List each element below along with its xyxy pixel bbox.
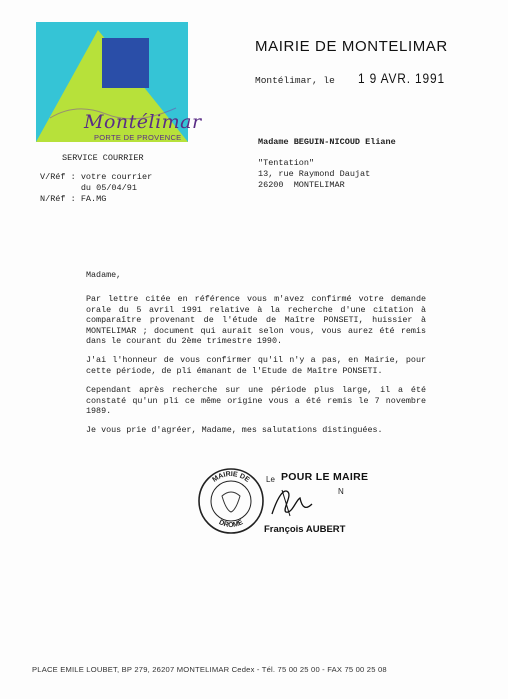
handwritten-signature	[268, 486, 318, 520]
addressee-block	[258, 137, 396, 191]
city-logo	[36, 22, 202, 142]
paragraph-4: Je vous prie d'agréer, Madame, mes salutations distinguées.	[86, 425, 383, 436]
vref-label: V/Réf :	[40, 172, 76, 182]
addressee-line2: 13, rue Raymond Daujat	[258, 169, 371, 179]
paragraph-1: Par lettre citée en référence vous m'avez confirmé votre demande orale du 5 avril 1991 relative à la recherche d'une citation à comparaître provenant de l'étude de Maître PONSETI, huissier à MONTELIMAR ; document qui aurait selon vous, vous aurez été remis dans le courant du 2ème trimestre 1990.	[86, 294, 426, 347]
signature-pour-le-maire: POUR LE MAIRE	[281, 471, 369, 483]
signatory-name: François AUBERT	[264, 524, 346, 535]
paragraph-3: Cependant après recherche sur une période plus large, il a été constaté qu'un pli ce même origine vous a été remis le 7 novembre 1989.	[86, 385, 426, 417]
letterhead-title: MAIRIE DE MONTELIMAR	[255, 38, 448, 55]
service-label: SERVICE COURRIER	[62, 153, 144, 163]
paragraph-2: J'ai l'honneur de vous confirmer qu'il n'y a pas, en Mairie, pour cette période, de pli émanant de l'Etude de Maître PONSETI.	[86, 355, 426, 376]
vref-line2: du 05/04/91	[80, 183, 137, 193]
letter-body	[86, 270, 426, 445]
seal-bottom-text: DROME	[217, 519, 245, 530]
signature-n: N	[338, 487, 344, 496]
seal-top-text: MAIRIE DE	[211, 470, 251, 484]
addressee-line3: 26200 MONTELIMAR	[258, 180, 345, 190]
addressee-line1: "Tentation"	[258, 158, 315, 168]
svg-text:DROME	[218, 519, 245, 529]
vref-line1: votre courrier	[80, 172, 153, 182]
logo-subtitle: PORTE DE PROVENCE	[94, 133, 182, 142]
nref-label: N/Réf :	[40, 194, 76, 204]
date-place: Montélimar, le	[255, 75, 335, 86]
signature-le: Le	[266, 475, 275, 484]
logo-script-text: Montélimar	[84, 111, 202, 133]
official-seal	[196, 466, 266, 536]
letterhead-footer: PLACE EMILE LOUBET, BP 279, 26207 MONTELIMAR Cedex - Tél. 75 00 25 00 - FAX 75 00 25 08	[32, 665, 387, 674]
addressee-name: Madame BEGUIN-NICOUD Eliane	[258, 137, 396, 147]
nref-value: FA.MG	[80, 194, 107, 204]
reference-block	[40, 172, 152, 205]
salutation: Madame,	[86, 270, 122, 280]
date-stamp: 1 9 AVR. 1991	[358, 70, 445, 86]
